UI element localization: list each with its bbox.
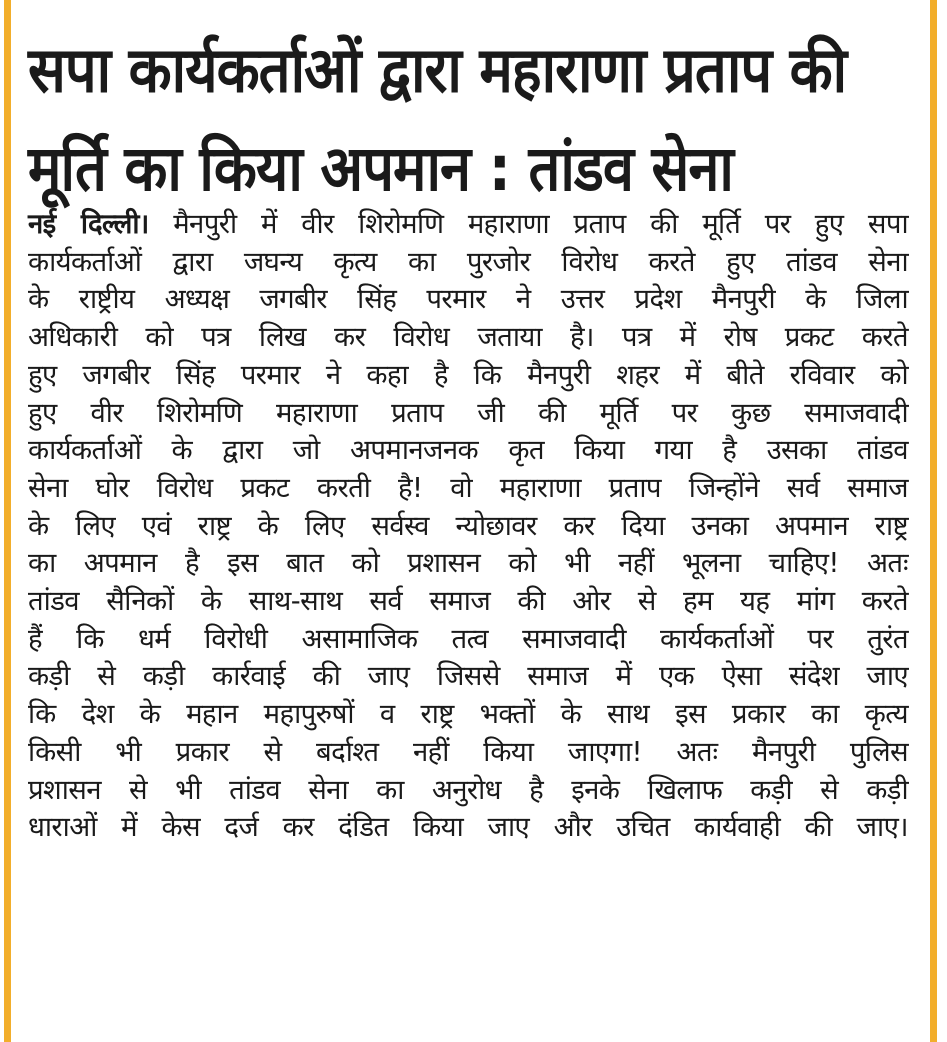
- body-line: कि देश के महान महापुरुषों व राष्ट्र भक्तों के साथ इस प्रकार का कृत्य: [28, 698, 908, 731]
- dateline: नई दिल्ली।: [28, 208, 149, 240]
- body-line: कड़ी से कड़ी कार्रवाई की जाए जिससे समाज में एक ऐसा संदेश जाए: [28, 660, 908, 693]
- body-line: के राष्ट्रीय अध्यक्ष जगबीर सिंह परमार ने उत्तर प्रदेश मैनपुरी के जिला: [28, 283, 908, 316]
- body-line: का अपमान है इस बात को प्रशासन को भी नहीं भूलना चाहिए! अतः: [28, 547, 908, 580]
- body-line: कार्यकर्ताओं द्वारा जघन्य कृत्य का पुरजोर विरोध करते हुए तांडव सेना: [28, 245, 908, 278]
- body-line: प्रशासन से भी तांडव सेना का अनुरोध है इनके खिलाफ कड़ी से कड़ी: [28, 773, 908, 806]
- body-line: किसी भी प्रकार से बर्दाश्त नहीं किया जाएगा! अतः मैनपुरी पुलिस: [28, 735, 908, 768]
- body-line: तांडव सैनिकों के साथ-साथ सर्व समाज की ओर से हम यह मांग करते: [28, 585, 908, 618]
- body-line: हुए वीर शिरोमणि महाराणा प्रताप जी की मूर्ति पर कुछ समाजवादी: [28, 396, 908, 429]
- body-line: हुए जगबीर सिंह परमार ने कहा है कि मैनपुरी शहर में बीते रविवार को: [28, 358, 908, 391]
- news-article: [28, 22, 908, 847]
- right-border-rule: [930, 0, 937, 1042]
- left-border-rule: [4, 0, 11, 1042]
- body-line: कार्यकर्ताओं के द्वारा जो अपमानजनक कृत किया गया है उसका तांडव: [28, 434, 908, 467]
- article-body: [28, 206, 908, 847]
- headline-line: सपा कार्यकर्ताओं द्वारा महाराणा प्रताप की: [28, 34, 847, 108]
- headline: [28, 22, 908, 219]
- body-line: के लिए एवं राष्ट्र के लिए सर्वस्व न्योछावर कर दिया उनका अपमान राष्ट्र: [28, 509, 908, 542]
- body-line: हैं कि धर्म विरोधी असामाजिक तत्व समाजवादी कार्यकर्ताओं पर तुरंत: [28, 622, 908, 655]
- body-line: अधिकारी को पत्र लिख कर विरोध जताया है। पत्र में रोष प्रकट करते: [28, 321, 908, 354]
- body-line: धाराओं में केस दर्ज कर दंडित किया जाए और उचित कार्यवाही की जाए।: [28, 811, 908, 844]
- headline-line: मूर्ति का किया अपमान : तांडव सेना: [28, 132, 733, 206]
- body-line-text: मैनपुरी में वीर शिरोमणि महाराणा प्रताप की मूर्ति पर हुए सपा: [148, 208, 908, 240]
- body-line: सेना घोर विरोध प्रकट करती है! वो महाराणा प्रताप जिन्होंने सर्व समाज: [28, 471, 908, 504]
